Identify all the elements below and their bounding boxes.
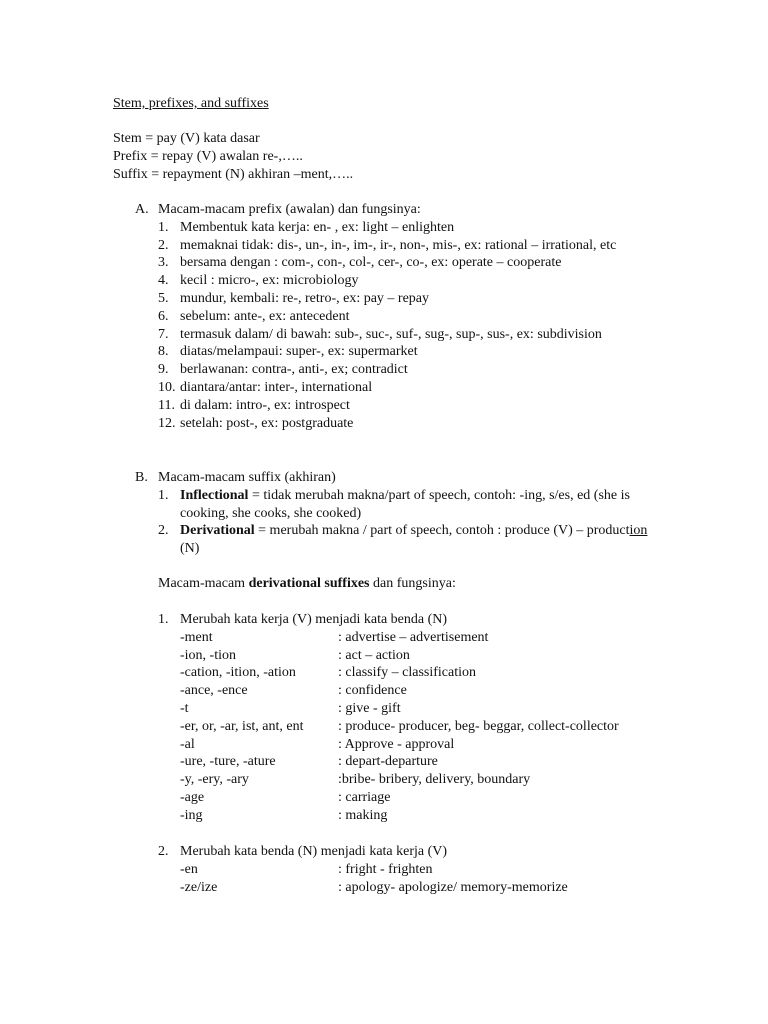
item-number: 5. [158,290,169,306]
item-text: di dalam: intro-, ex: introspect [180,397,350,413]
suffix-cell: -er, or, -ar, ist, ant, ent [180,718,304,734]
list-item [158,379,616,397]
table-row [180,647,619,665]
example-cell: : carriage [338,789,391,805]
example-cell: : depart-departure [338,754,438,770]
derivational-heading [158,575,456,593]
table-row [180,753,619,771]
example-cell: : Approve - approval [338,736,455,752]
list-item [158,415,616,433]
term-description: = tidak merubah makna/part of speech, contoh: -ing, s/es, ed (she is cooking, she cooks, she cooked) [180,487,630,521]
example-cell: : give - gift [338,700,401,716]
example-cell: : act – action [338,647,410,663]
item-number: 1. [158,487,169,503]
item-number: 3. [158,255,169,271]
item-text: kecil : micro-, ex: microbiology [180,273,359,289]
section-letter: A. [135,202,149,217]
derivational-bold: derivational suffixes [248,576,370,591]
term-description: = merubah makna / part of speech, contoh : produce (V) – product [254,523,630,539]
suffix-cell: -t [180,700,189,716]
group-heading [158,843,568,861]
group-heading-text: Merubah kata benda (N) menjadi kata kerja (V) [180,844,448,859]
example-cell: : advertise – advertisement [338,629,489,645]
example-cell: : fright - frighten [338,861,433,877]
term-inflectional: Inflectional [180,487,249,503]
table-row [180,700,619,718]
term-tail: (N) [180,541,200,557]
example-cell: :bribe- bribery, delivery, boundary [338,772,531,788]
group-verb-to-noun [158,611,619,825]
definition-suffix: Suffix = repayment (N) akhiran –ment,….. [113,166,354,182]
suffix-cell: -cation, -ition, -ation [180,665,296,681]
suffix-type-list [158,487,656,558]
suffix-cell: -ure, -ture, -ature [180,754,276,770]
item-number: 10. [158,379,176,395]
list-item-inflectional [158,487,656,523]
item-number: 2. [158,844,169,859]
item-number: 6. [158,308,169,324]
table-row [180,682,619,700]
item-number: 1. [158,612,169,627]
item-text: termasuk dalam/ di bawah: sub-, suc-, suf-, sug-, sup-, sus-, ex: subdivision [180,326,602,342]
suffix-cell: -ze/ize [180,879,218,895]
item-text: diantara/antar: inter-, international [180,379,373,395]
definition-stem: Stem = pay (V) kata dasar [113,131,260,146]
item-number: 8. [158,344,169,360]
item-text: sebelum: ante-, ex: antecedent [180,308,350,324]
document-title: Stem, prefixes, and suffixes [113,96,269,111]
term-derivational: Derivational [180,523,255,539]
example-cell: : apology- apologize/ memory-memorize [338,879,568,895]
underlined-suffix: ion [629,523,648,539]
example-cell: : classify – classification [338,665,477,681]
item-number: 9. [158,362,169,378]
list-item [158,254,616,272]
definition-prefix: Prefix = repay (V) awalan re-,….. [113,148,303,164]
example-cell: : making [338,807,388,823]
list-item [158,308,616,326]
item-number: 2. [158,237,169,253]
table-row [180,807,619,825]
group-noun-to-verb [158,843,568,896]
example-cell: : produce- producer, beg- beggar, collect-collector [338,718,619,734]
prefix-list [158,219,616,433]
item-number: 2. [158,523,169,539]
list-item [158,290,616,308]
suffix-cell: -ance, -ence [180,683,248,699]
item-text: setelah: post-, ex: postgraduate [180,415,354,431]
example-cell: : confidence [338,683,407,699]
derivational-post: dan fungsinya: [369,576,456,591]
group-heading [158,611,619,629]
item-number: 11. [158,397,175,413]
list-item [158,272,616,290]
table-row [180,771,619,789]
item-number: 7. [158,326,169,342]
table-row [180,718,619,736]
table-row [180,789,619,807]
item-text: mundur, kembali: re-, retro-, ex: pay – repay [180,290,430,306]
suffix-cell: -ion, -tion [180,647,236,663]
list-item-derivational [158,522,656,558]
section-prefixes [135,201,616,432]
suffix-cell: -ing [180,807,203,823]
suffix-cell: -al [180,736,195,752]
suffix-cell: -y, -ery, -ary [180,772,249,788]
section-heading-text: Macam-macam suffix (akhiran) [158,470,336,485]
item-text: Membentuk kata kerja: en- , ex: light – enlighten [180,219,455,235]
suffix-cell: -ment [180,629,213,645]
suffix-cell: -age [180,789,205,805]
item-text [180,522,656,558]
item-text: berlawanan: contra-, anti-, ex; contradict [180,362,408,378]
section-suffixes [135,469,656,558]
list-item [158,397,616,415]
item-text: bersama dengan : com-, con-, col-, cer-, co-, ex: operate – cooperate [180,255,562,271]
item-text: diatas/melampaui: super-, ex: supermarket [180,344,418,360]
suffix-table [180,629,619,825]
section-letter: B. [135,470,148,485]
section-heading-text: Macam-macam prefix (awalan) dan fungsinya: [158,202,421,217]
derivational-pre: Macam-macam [158,576,249,591]
item-text: memaknai tidak: dis-, un-, in-, im-, ir-, non-, mis-, ex: rational – irrational, etc [180,237,617,253]
list-item [158,361,616,379]
section-a-heading [135,201,616,219]
table-row [180,664,619,682]
table-row [180,879,568,897]
item-text [180,487,656,523]
table-row [180,629,619,647]
table-row [180,736,619,754]
list-item [158,326,616,344]
group-heading-text: Merubah kata kerja (V) menjadi kata benda (N) [180,612,448,627]
list-item [158,219,616,237]
item-number: 4. [158,273,169,289]
suffix-table [180,861,568,897]
list-item [158,237,616,255]
table-row [180,861,568,879]
suffix-cell: -en [180,861,198,877]
item-number: 1. [158,219,169,235]
definitions-block [113,130,353,183]
section-b-heading [135,469,656,487]
list-item [158,343,616,361]
item-number: 12. [158,415,176,431]
